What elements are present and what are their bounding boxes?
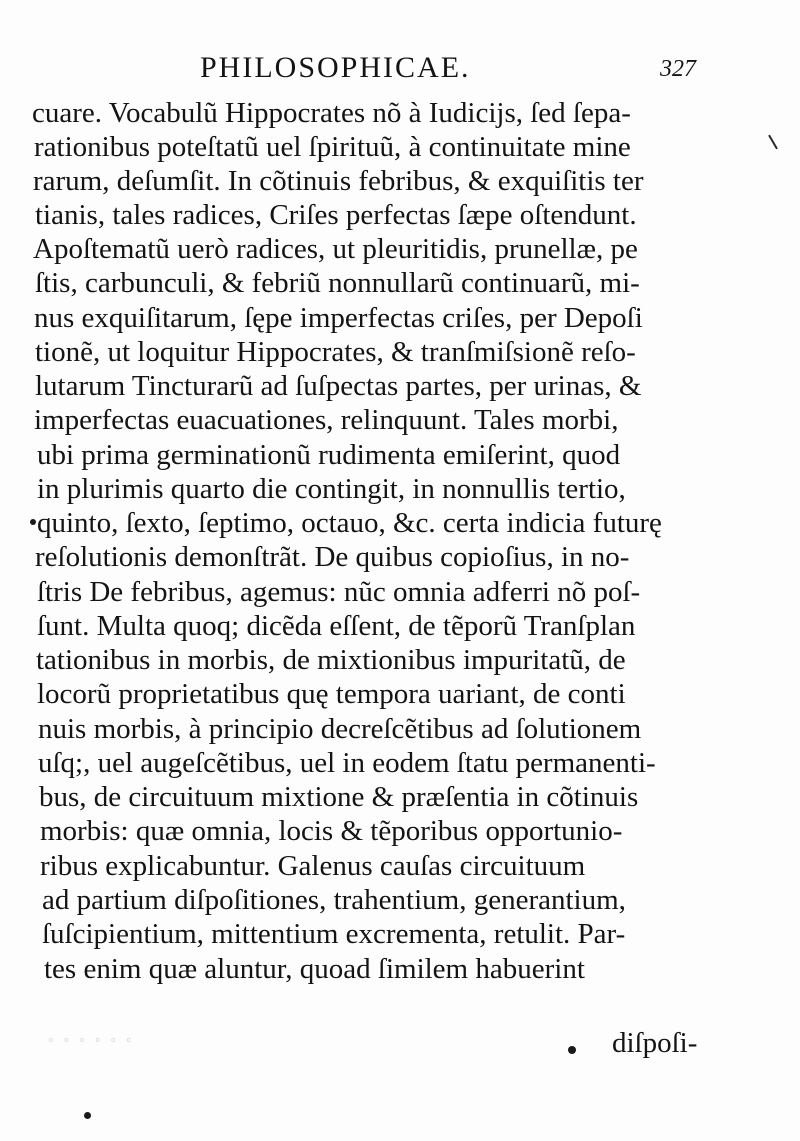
text-line: ſtris De febribus, agemus: nũc omnia adferri nõ poſ- xyxy=(37,576,641,608)
text-line: rationibus poteſtatũ uel ſpirituũ, à continuitate mine xyxy=(34,131,631,163)
text-line: morbis: quæ omnia, locis & tẽporibus opportunio- xyxy=(40,815,623,847)
text-line: tianis, tales radices, Criſes perfectas ſæpe oſtendunt. xyxy=(35,199,637,231)
ink-speck xyxy=(84,1112,91,1119)
text-line: lutarum Tincturarũ ad ſuſpectas partes, per urinas, & xyxy=(35,370,642,402)
text-line: nuis morbis, à principio decreſcẽtibus ad ſolutionem xyxy=(38,713,642,745)
text-line: ſuſcipientium, mittentium excrementa, retulit. Par- xyxy=(42,918,626,950)
text-line: reſolutionis demonſtrãt. De quibus copioſius, in no- xyxy=(35,541,630,573)
margin-mark xyxy=(768,135,778,150)
text-line: nus exquiſitarum, ſępe imperfectas criſes, per Depoſi xyxy=(34,302,643,334)
text-line: tationibus in morbis, de mixtionibus impuritatũ, de xyxy=(36,644,626,676)
text-line: imperfectas euacuationes, relinquunt. Tales morbi, xyxy=(34,404,619,436)
text-line: ribus explicabuntur. Galenus cauſas circuituum xyxy=(40,850,586,882)
text-line: ad partium diſpoſitiones, trahentium, generantium, xyxy=(42,884,626,916)
text-line: ſunt. Multa quoq; dicẽda eſſent, de tẽporũ Tranſplan xyxy=(37,610,636,642)
text-line: quinto, ſexto, ſeptimo, octauo, &c. certa indicia futurę xyxy=(37,507,662,539)
text-line: bus, de circuituum mixtione & præſentia in cõtinuis xyxy=(39,781,639,813)
running-head xyxy=(0,48,800,88)
page-number: 327 xyxy=(660,56,696,82)
ink-speck xyxy=(568,1046,576,1054)
text-line: uſq;, uel augeſcẽtibus, uel in eodem ſtatu permanenti- xyxy=(38,747,656,779)
ink-speck xyxy=(30,519,36,525)
text-line: tionẽ, ut loquitur Hippocrates, & tranſmiſsionẽ reſo- xyxy=(35,336,636,368)
running-title: PHILOSOPHICAE. xyxy=(200,51,471,84)
text-line: rarum, deſumſit. In cõtinuis febribus, & exquiſitis ter xyxy=(33,165,644,197)
text-line: locorũ proprietatibus quę tempora uariant, de conti xyxy=(37,678,626,710)
text-line: ſtis, carbunculi, & febriũ nonnullarũ continuarũ, mi- xyxy=(35,267,640,299)
text-line: in plurimis quarto die contingit, in nonnullis tertio, xyxy=(37,473,626,505)
show-through-text: ﾟ ﾟ ﾟ ﾟ ﾟ ﾟ xyxy=(48,1037,138,1057)
text-line: tes enim quæ aluntur, quoad ſimilem habuerint xyxy=(44,953,585,985)
text-line: ubi prima germinationũ rudimenta emiſerint, quod xyxy=(37,439,621,471)
catchword: diſpoſi- xyxy=(612,1027,698,1059)
text-line: Apoſtematũ uerò radices, ut pleuritidis, prunellæ, pe xyxy=(33,233,638,265)
text-line: cuare. Vocabulũ Hippocrates nõ à Iudicijs, ſed ſepa- xyxy=(32,97,631,129)
